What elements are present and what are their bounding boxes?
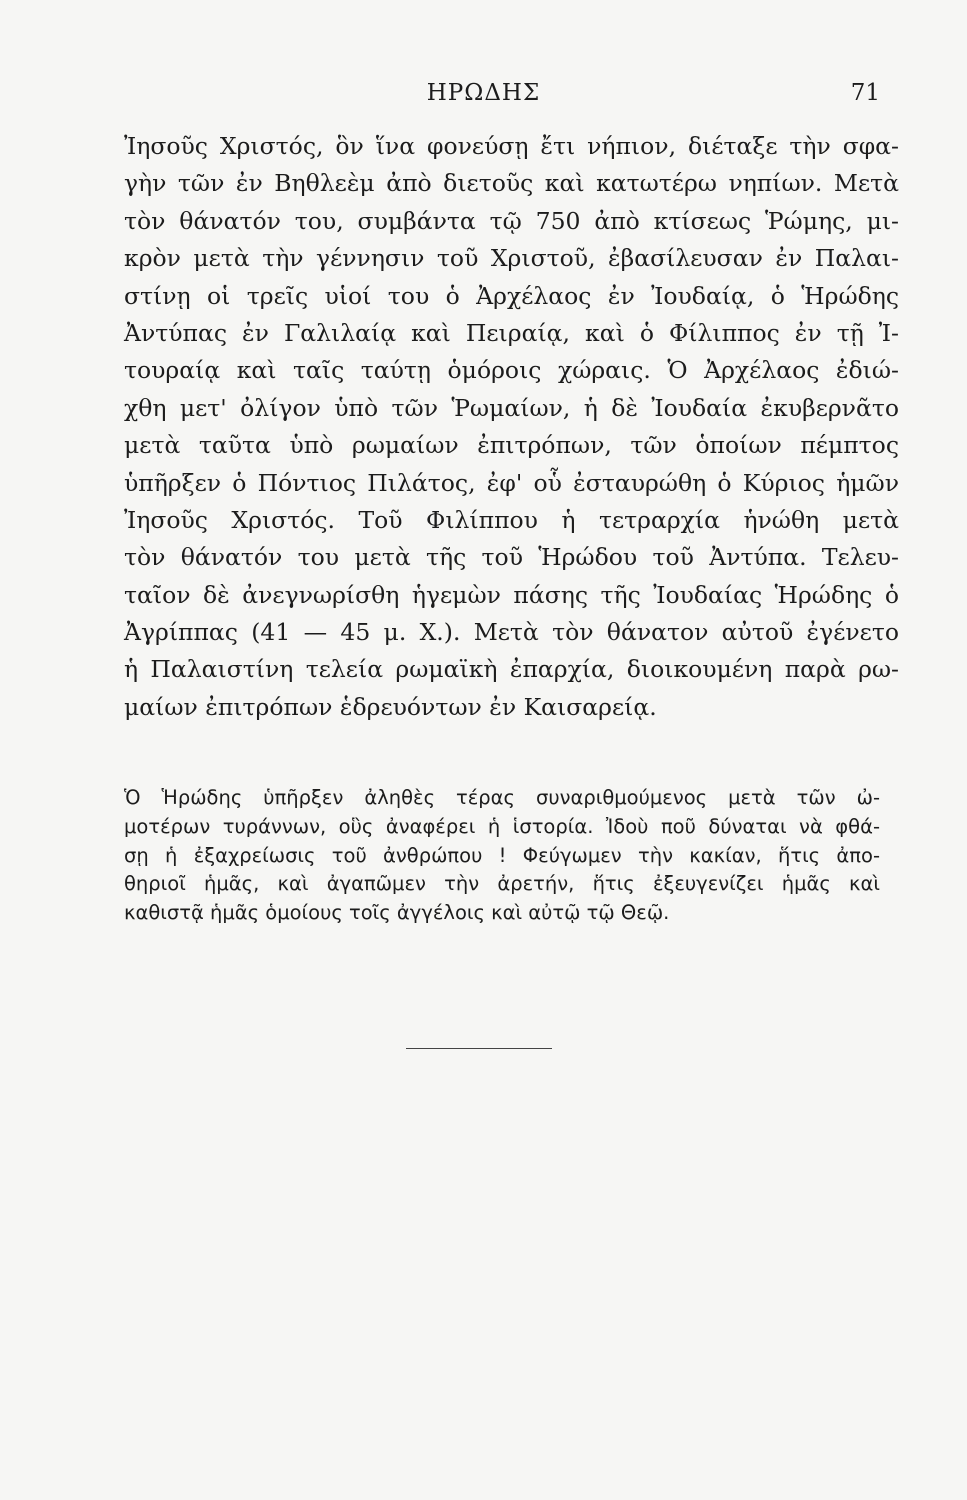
note-line: Ὁ Ἡρώδης ὑπῆρξεν ἀληθὲς τέρας συναριθμούμενος μετὰ τῶν ὠ- (124, 786, 880, 809)
text-line: Ἰησοῦς Χριστός. Τοῦ Φιλίππου ἡ τετραρχία ἡνώθη μετὰ (124, 505, 899, 534)
text-line: στίνῃ οἱ τρεῖς υἱοί του ὁ Ἀρχέλαος ἐν Ἰουδαίᾳ, ὁ Ἡρώδης (124, 281, 899, 310)
text-line: μαίων ἐπιτρόπων ἑδρευόντων ἐν Καισαρείᾳ. (124, 692, 657, 721)
note-line: θηριοῖ ἡμᾶς, καὶ ἀγαπῶμεν τὴν ἀρετήν, ἥτις ἐξευγενίζει ἡμᾶς καὶ (124, 872, 880, 896)
moral-note-paragraph (124, 784, 880, 928)
text-line: χθη μετ' ὀλίγον ὑπὸ τῶν Ῥωμαίων, ἡ δὲ Ἰουδαία ἐκυβερνᾶτο (124, 393, 899, 422)
text-line: τὸν θάνατόν του μετὰ τῆς τοῦ Ἡρώδου τοῦ Ἀντύπα. Τελευ- (124, 543, 899, 572)
text-line: τουραίᾳ καὶ ταῖς ταύτῃ ὁμόροις χώραις. Ὁ Ἀρχέλαος ἐδιώ- (124, 356, 899, 385)
note-line: σῃ ἡ ἐξαχρείωσις τοῦ ἀνθρώπου ! Φεύγωμεν τὴν κακίαν, ἥτις ἀπο- (124, 843, 880, 867)
text-line: Ἀγρίππας (41 — 45 μ. Χ.). Μετὰ τὸν θάνατον αὐτοῦ ἐγένετο (124, 618, 899, 647)
text-line: γὴν τῶν ἐν Βηθλεὲμ ἀπὸ διετοῦς καὶ κατωτέρω νηπίων. Μετὰ (124, 169, 899, 198)
note-line: μοτέρων τυράννων, οὓς ἀναφέρει ἡ ἱστορία. Ἰδοὺ ποῦ δύναται νὰ φθά- (124, 814, 880, 838)
text-line: τὸν θάνατόν του, συμβάντα τῷ 750 ἀπὸ κτίσεως Ῥώμης, μι- (124, 206, 899, 235)
text-line: μετὰ ταῦτα ὑπὸ ρωμαίων ἐπιτρόπων, τῶν ὁποίων πέμπτος (124, 431, 899, 460)
text-line: Ἀντύπας ἐν Γαλιλαίᾳ καὶ Πειραίᾳ, καὶ ὁ Φίλιππος ἐν τῇ Ἰ- (124, 318, 899, 347)
text-line: ἡ Παλαιστίνη τελεία ρωμαϊκὴ ἐπαρχία, διοικουμένη παρὰ ρω- (124, 655, 899, 684)
text-line: ὑπῆρξεν ὁ Πόντιος Πιλάτος, ἐφ' οὗ ἐσταυρώθη ὁ Κύριος ἡμῶν (124, 468, 899, 497)
main-paragraph (124, 128, 899, 726)
note-line: καθιστᾷ ἡμᾶς ὁμοίους τοῖς ἀγγέλοις καὶ αὐτῷ τῷ Θεῷ. (124, 901, 670, 925)
text-line: Ἰησοῦς Χριστός, ὃν ἵνα φονεύσῃ ἔτι νήπιον, διέταξε τὴν σφα- (124, 132, 899, 160)
running-title: ΗΡΩΔΗΣ (426, 80, 541, 106)
page-number: 71 (850, 80, 880, 106)
text-line: κρὸν μετὰ τὴν γέννησιν τοῦ Χριστοῦ, ἐβασίλευσαν ἐν Παλαι- (124, 244, 899, 273)
section-divider-rule (406, 1048, 552, 1049)
text-line: ταῖον δὲ ἀνεγνωρίσθη ἡγεμὼν πάσης τῆς Ἰουδαίας Ἡρώδης ὁ (124, 580, 899, 609)
